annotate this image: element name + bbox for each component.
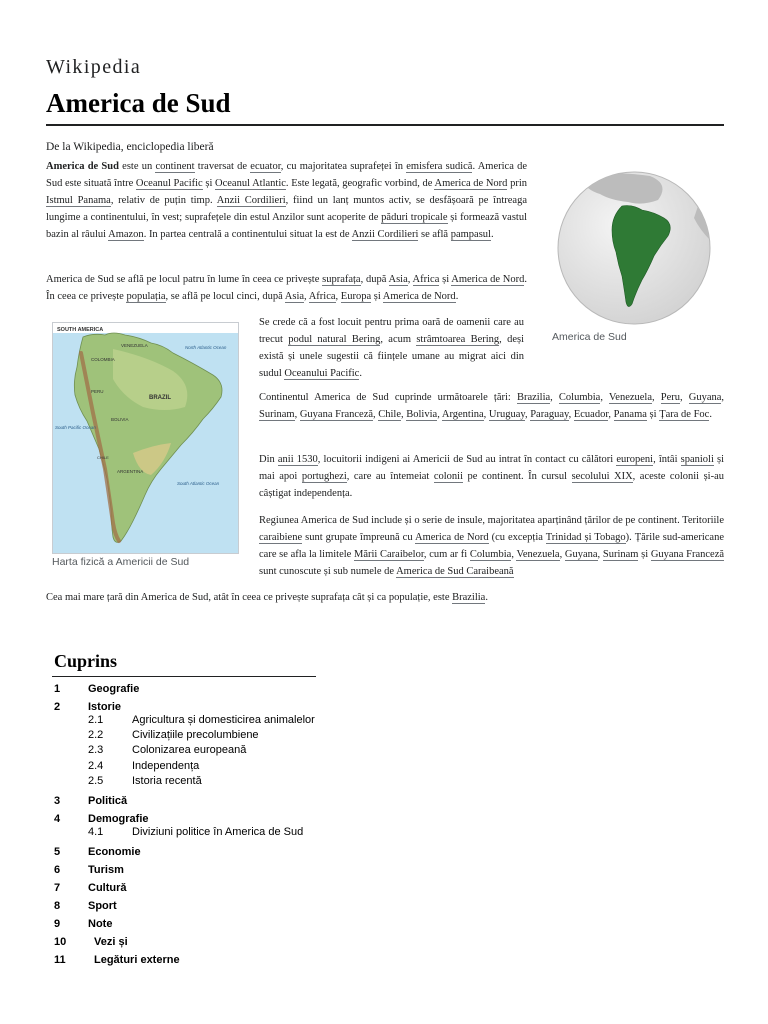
text: ). Țările sud-americane care se afla la limitele: [259, 532, 724, 560]
text: .: [359, 368, 362, 379]
text: .: [709, 409, 712, 420]
link-venezuela-2[interactable]: Venezuela: [516, 549, 560, 560]
link-america-de-nord-2[interactable]: America de Nord: [382, 291, 456, 302]
toc-label[interactable]: Colonizarea europeană: [132, 744, 247, 756]
toc-number: 2: [54, 701, 61, 713]
link-oceanul-atlantic[interactable]: Oceanul Atlantic: [215, 178, 286, 189]
text: , care au întemeiat: [346, 471, 434, 482]
text: , se află pe locul cinci, după: [165, 291, 285, 302]
toc-number: 2.3: [88, 744, 104, 756]
text: . În ceea ce privește: [46, 274, 527, 302]
intro-paragraph-1: [46, 158, 527, 243]
link-ecuador[interactable]: Ecuador: [573, 409, 609, 420]
text: . In partea centrală a continentului situat la est de: [143, 229, 352, 240]
toc-label[interactable]: Note: [88, 918, 113, 930]
link-venezuela[interactable]: Venezuela: [608, 392, 653, 403]
text: , locuitorii indigeni ai Americii de Sud au intrat în contact cu călători: [317, 454, 617, 465]
link-suprafata[interactable]: suprafața: [322, 274, 361, 285]
toc-label[interactable]: Politică: [88, 795, 128, 807]
link-stramtoarea-bering[interactable]: strâmtoarea Bering: [416, 334, 500, 345]
toc-label[interactable]: Turism: [88, 864, 124, 876]
link-bolivia[interactable]: Bolivia: [406, 409, 438, 420]
text: ,: [483, 409, 489, 420]
toc-label[interactable]: Agricultura și domesticirea animalelor: [132, 714, 315, 726]
physical-map-image[interactable]: [52, 322, 239, 554]
toc-number: 6: [54, 864, 61, 876]
toc-label[interactable]: Istoria recentă: [132, 775, 202, 787]
toc-title: Cuprins: [54, 651, 118, 671]
link-columbia[interactable]: Columbia: [558, 392, 601, 403]
countries-paragraph: [259, 389, 724, 423]
article-subject: America de Sud: [46, 161, 119, 172]
link-uruguay[interactable]: Uruguay: [488, 409, 525, 420]
text: ,: [407, 274, 413, 285]
text: ,: [652, 392, 661, 403]
toc-number: 1: [54, 683, 61, 695]
text: este un: [118, 161, 156, 172]
text: .: [490, 229, 494, 240]
globe-image[interactable]: [550, 170, 720, 330]
text: și: [202, 178, 216, 189]
largest-country-paragraph: [46, 589, 724, 606]
text: ,: [597, 549, 603, 560]
text: , întâi: [653, 454, 681, 465]
intro-paragraph-2: [46, 271, 527, 305]
text: Se crede că a fost locuit pentru prima oară de oamenii care au trecut: [259, 317, 524, 345]
map-label-peru: PERU: [91, 389, 104, 394]
link-guyana-franceza[interactable]: Guyana Franceză: [299, 409, 374, 420]
map-label-venezuela: VENEZUELA: [121, 343, 148, 348]
text: ,: [373, 409, 379, 420]
link-brazilia-2[interactable]: Brazilia: [452, 592, 486, 603]
text: (cu excepția: [488, 532, 546, 543]
text: Regiunea America de Sud include și o serie de insule, majoritatea aparținând țărilor de pe continent. Teritoriile: [259, 515, 724, 526]
map-label-bolivia: BOLIVIA: [111, 417, 129, 422]
toc-number: 4: [54, 813, 61, 825]
text: pe continent. În cursul: [463, 471, 572, 482]
toc-label[interactable]: Sport: [88, 900, 117, 912]
text: și mai apoi: [259, 454, 724, 482]
map-label-argentina: ARGENTINA: [117, 469, 144, 474]
link-secolului-xix[interactable]: secolului XIX: [571, 471, 633, 482]
text: , deși există și unele sugestii că ființele umane au migrat aici din sudul: [259, 334, 524, 379]
map-caption: Harta fizică a Americii de Sud: [52, 556, 190, 568]
text: ,: [559, 549, 565, 560]
map-label-south-atlantic: South Atlantic Ocean: [177, 481, 220, 486]
toc-number: 5: [54, 846, 61, 858]
toc-label[interactable]: Vezi și: [94, 936, 128, 948]
map-label-colombia: COLOMBIA: [91, 357, 115, 362]
toc-label[interactable]: Independența: [132, 760, 200, 772]
toc-divider: [52, 676, 316, 677]
link-europa[interactable]: Europa: [340, 291, 372, 302]
text: , cu majoritatea suprafeței în: [280, 161, 407, 172]
toc-label[interactable]: Diviziuni politice în America de Sud: [132, 826, 304, 838]
map-label-chile: CHILE: [97, 455, 109, 460]
text: ,: [608, 409, 614, 420]
map-label-brazil: BRAZIL: [149, 395, 171, 401]
link-europeni[interactable]: europeni: [616, 454, 654, 465]
text: ,: [304, 291, 309, 302]
text: sunt cunoscute și sub numele de: [259, 566, 397, 577]
link-populatia[interactable]: populația: [126, 291, 166, 302]
link-guyana-franceza-2[interactable]: Guyana Franceză: [650, 549, 725, 560]
title-divider: [46, 124, 724, 126]
link-america-de-nord[interactable]: America de Nord: [451, 274, 525, 285]
link-tara-de-foc[interactable]: Țara de Foc: [659, 409, 710, 420]
toc-number: 4.1: [88, 826, 104, 838]
link-africa[interactable]: Africa: [412, 274, 440, 285]
text: .: [485, 592, 488, 603]
toc-number: 9: [54, 918, 61, 930]
link-oceanul-pacific[interactable]: Oceanul Pacific: [135, 178, 203, 189]
toc-number: 10: [54, 936, 67, 948]
link-paduri-tropicale[interactable]: păduri tropicale: [381, 212, 448, 223]
link-paraguay[interactable]: Paraguay: [530, 409, 569, 420]
link-guyana-2[interactable]: Guyana: [564, 549, 598, 560]
link-ecuator[interactable]: ecuator: [250, 161, 281, 172]
link-spanioli[interactable]: spanioli: [680, 454, 714, 465]
globe-illustration: [550, 170, 720, 330]
page-title: America de Sud: [46, 88, 231, 118]
toc-number: 2.2: [88, 729, 104, 741]
link-surinam[interactable]: Surinam: [259, 409, 295, 420]
text: ,: [550, 392, 559, 403]
text: .: [455, 291, 459, 302]
link-america-de-nord[interactable]: America de Nord: [434, 178, 508, 189]
toc-label[interactable]: Istorie: [88, 701, 122, 713]
text: și: [439, 274, 452, 285]
toc-number: 3: [54, 795, 61, 807]
history-paragraph-1: [259, 314, 524, 382]
link-anzii-cordilieri-2[interactable]: Anzii Cordilieri: [351, 229, 419, 240]
link-asia-2[interactable]: Asia: [284, 291, 305, 302]
link-surinam-2[interactable]: Surinam: [602, 549, 639, 560]
toc-number: 2.4: [88, 760, 104, 772]
link-emisfera-sudica[interactable]: emisfera sudică: [406, 161, 473, 172]
text: America de Sud se află pe locul patru în lume în ceea ce privește: [46, 274, 323, 285]
toc-label[interactable]: Economie: [88, 846, 141, 858]
toc-label[interactable]: Civilizațiile precolumbiene: [132, 729, 259, 741]
map-label-north-atlantic: North Atlantic Ocean: [185, 345, 227, 350]
link-istmul-panama[interactable]: Istmul Panama: [46, 195, 111, 206]
link-asia[interactable]: Asia: [388, 274, 408, 285]
link-argentina[interactable]: Argentina: [441, 409, 484, 420]
link-colonii[interactable]: colonii: [433, 471, 464, 482]
link-america-de-nord-3[interactable]: America de Nord: [415, 532, 489, 543]
text: și: [638, 549, 651, 560]
link-panama[interactable]: Panama: [613, 409, 647, 420]
text: Continentul America de Sud cuprinde următoarele țări:: [259, 392, 517, 403]
toc-label[interactable]: Geografie: [88, 683, 140, 695]
text: , cum ar fi: [423, 549, 470, 560]
link-america-de-sud-caraibeana[interactable]: America de Sud Caraibeană: [396, 566, 514, 577]
text: ,: [511, 549, 517, 560]
link-amazon[interactable]: Amazon: [108, 229, 144, 240]
islands-paragraph: [259, 512, 724, 580]
toc-number: 11: [54, 954, 66, 966]
text: Cea mai mare țară din America de Sud, atât în ceea ce privește suprafața cât și ca populație, este: [46, 592, 453, 603]
text: . America de Sud este situată între: [46, 161, 528, 189]
link-anzii-cordilieri[interactable]: Anzii Cordilieri: [216, 195, 286, 206]
text: ,: [600, 392, 609, 403]
text: și: [371, 291, 383, 302]
wikipedia-logo[interactable]: Wikipedia: [46, 56, 142, 78]
toc-number: 7: [54, 882, 61, 894]
physical-map-illustration: [53, 323, 238, 553]
text: , fiind un lanț muntos activ, se desfășoară pe întreaga lungime a continentului, în vest; suprafețele din estul Anzilor sunt acoperite de: [46, 195, 527, 223]
link-pampasul[interactable]: pampasul: [450, 229, 491, 240]
link-caraibiene[interactable]: caraibiene: [259, 532, 303, 543]
text: se află: [418, 229, 451, 240]
toc-number: 8: [54, 900, 61, 912]
text: traversat de: [194, 161, 251, 172]
colonization-paragraph: [259, 451, 724, 502]
map-label-south-pacific: South Pacific Ocean: [55, 425, 96, 430]
link-marii-caraibelor[interactable]: Mării Caraibelor: [354, 549, 424, 560]
link-trinidad-si-tobago[interactable]: Trinidad și Tobago: [545, 532, 626, 543]
link-brazilia[interactable]: Brazilia: [516, 392, 551, 403]
text: Din: [259, 454, 278, 465]
text: și: [646, 409, 660, 420]
text: ,: [524, 409, 531, 420]
text: , aceste colonii și-au câștigat independența.: [259, 471, 725, 499]
link-anii-1530[interactable]: anii 1530: [277, 454, 318, 465]
toc-number: 2.5: [88, 775, 104, 787]
toc-label[interactable]: Demografie: [88, 813, 149, 825]
link-podul-natural-bering[interactable]: podul natural Bering: [288, 334, 381, 345]
text: , acum: [380, 334, 417, 345]
link-peru[interactable]: Peru: [660, 392, 680, 403]
text: sunt grupate împreună cu: [302, 532, 415, 543]
text: ,: [335, 291, 341, 302]
link-oceanului-pacific[interactable]: Oceanului Pacific: [284, 368, 360, 379]
text: . Este legată, geografic vorbind, de: [285, 178, 435, 189]
text: și formează vastul bazin al râului: [46, 212, 527, 240]
text: ,: [437, 409, 442, 420]
text: prin: [507, 178, 527, 189]
map-title-label: SOUTH AMERICA: [57, 327, 104, 333]
link-portughezi[interactable]: portughezi: [301, 471, 347, 482]
text: ,: [721, 392, 725, 403]
text: , după: [360, 274, 389, 285]
link-chile[interactable]: Chile: [378, 409, 402, 420]
text: ,: [568, 409, 574, 420]
text: ,: [680, 392, 689, 403]
toc-number: 2.1: [88, 714, 104, 726]
link-columbia-2[interactable]: Columbia: [469, 549, 512, 560]
page-tagline: De la Wikipedia, enciclopedia liberă: [46, 141, 214, 153]
text: , relativ de puțin timp.: [110, 195, 217, 206]
link-guyana[interactable]: Guyana: [688, 392, 722, 403]
link-africa-2[interactable]: Africa: [308, 291, 336, 302]
text: ,: [294, 409, 300, 420]
text: ,: [401, 409, 407, 420]
toc-label[interactable]: Cultură: [88, 882, 127, 894]
link-continent[interactable]: continent: [155, 161, 195, 172]
globe-caption: America de Sud: [552, 331, 627, 343]
toc-label[interactable]: Legături externe: [94, 954, 180, 966]
